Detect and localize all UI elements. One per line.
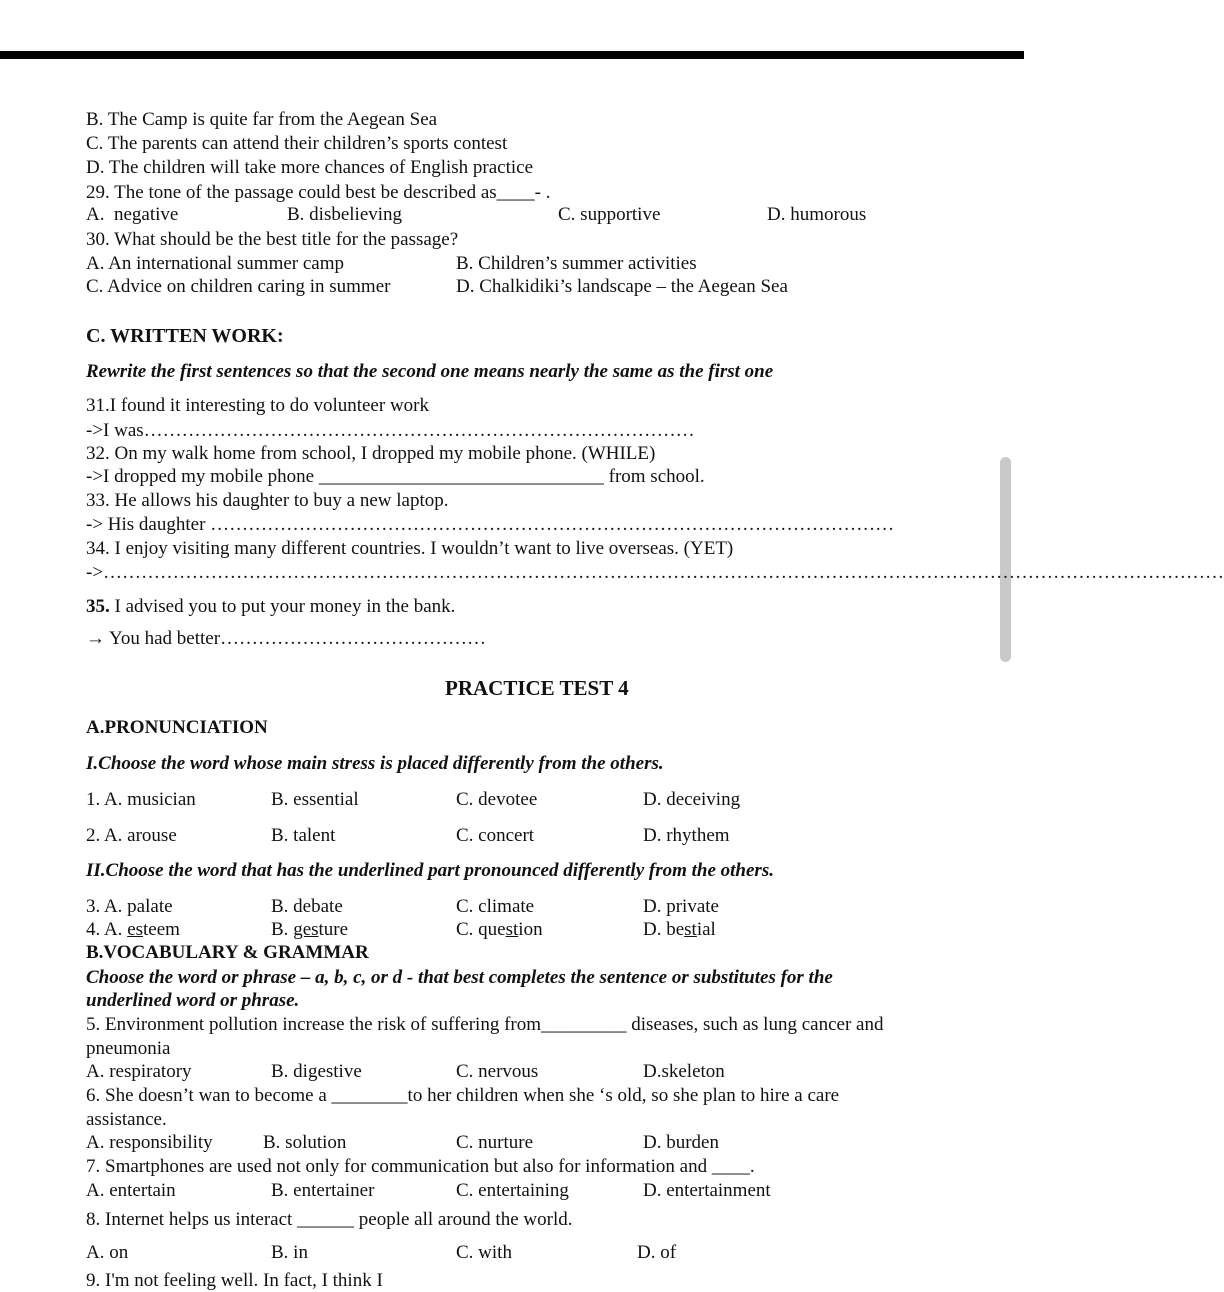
q6-option-a: A. responsibility [86,1132,213,1153]
q1-option-a: 1. A. musician [86,789,196,810]
q7-option-b: B. entertainer [271,1180,375,1201]
q3-option-c: C. climate [456,896,535,917]
q35-text: I advised you to put your money in the bank. [109,596,456,617]
q4-b-suffix: ture [318,919,349,940]
q30-option-d: D. Chalkidiki’s landscape – the Aegean Sea [456,276,788,297]
q7-stem: 7. Smartphones are used not only for communication but also for information and ____. [86,1156,755,1177]
q4-b-prefix: B. [271,919,294,940]
q7-option-c: C. entertaining [456,1180,569,1201]
q5-option-d: D.skeleton [643,1061,725,1082]
q8-option-b: B. in [271,1242,308,1263]
q1-option-d: D. deceiving [643,789,741,810]
q4-a-suffix: teem [143,919,180,940]
section-b-instruction-line2: underlined word or phrase. [86,990,300,1011]
q4-c-suffix: ion [518,919,543,940]
q7-option-a: A. entertain [86,1180,176,1201]
q4-option-a [86,919,180,941]
section-b-instruction-line1: Choose the word or phrase – a, b, c, or d - that best completes the sentence or substitutes for the [86,967,833,988]
q8-option-d: D. of [637,1242,677,1263]
q8-option-a: A. on [86,1242,129,1263]
q28-option-d: D. The children will take more chances of English practice [86,157,534,178]
viewer-top-bar [0,0,1024,52]
section-a-heading: A.PRONUNCIATION [86,717,268,738]
q5-stem-line1: 5. Environment pollution increase the risk of suffering from_________ diseases, such as lung cancer and [86,1014,884,1035]
part-i-instruction: I.Choose the word whose main stress is placed differently from the others. [86,753,664,774]
q28-option-c: C. The parents can attend their children’s sports contest [86,133,508,154]
q34-sentence: 34. I enjoy visiting many different countries. I wouldn’t want to live overseas. (YET) [86,538,734,559]
q32-sentence: 32. On my walk home from school, I dropped my mobile phone. (WHILE) [86,443,656,464]
practice-test-title: PRACTICE TEST 4 [445,676,629,700]
q6-option-c: C. nurture [456,1132,534,1153]
q33-answer-line: -> His daughter ……………………………………………………………………………………………… [86,514,895,535]
q8-option-c: C. with [456,1242,512,1263]
q3-option-d: D. private [643,896,719,917]
q4-option-b [271,919,348,941]
q4-option-c [456,919,543,941]
q2-option-a: 2. A. arouse [86,825,177,846]
q35-number: 35. [86,596,110,617]
q29-option-c: C. supportive [558,204,661,225]
q6-option-d: D. burden [643,1132,719,1153]
q29-option-d: D. humorous [767,204,867,225]
q4-option-d [643,919,716,941]
written-work-instruction: Rewrite the first sentences so that the second one means nearly the same as the first one [86,361,774,382]
q30-option-c: C. Advice on children caring in summer [86,276,391,297]
q30-stem: 30. What should be the best title for the passage? [86,229,459,250]
q4-b-underlined: ges [293,919,319,940]
q9-stem-partial: 9. I'm not feeling well. In fact, I think I [86,1270,383,1291]
q35-answer-line: → You had better…………………………………… [86,628,487,649]
q31-answer-line: ->I was…………………………………………………………………………… [86,420,695,441]
q4-c-underlined: st [505,919,519,940]
part-ii-instruction: II.Choose the word that has the underlined part pronounced differently from the others. [86,860,774,881]
section-b-heading: B.VOCABULARY & GRAMMAR [86,942,369,963]
q29-option-b: B. disbelieving [287,204,403,225]
q2-option-b: B. talent [271,825,336,846]
q6-stem-line2: assistance. [86,1109,167,1130]
q35-sentence [86,596,455,618]
q30-option-b: B. Children’s summer activities [456,253,697,274]
q7-option-d: D. entertainment [643,1180,771,1201]
q5-option-c: C. nervous [456,1061,539,1082]
q4-d-suffix: ial [696,919,716,940]
q4-a-prefix: 4. A. [86,919,128,940]
q31-sentence: 31.I found it interesting to do volunteer work [86,395,429,416]
scrollbar-thumb[interactable] [1000,457,1011,662]
q32-answer-line: ->I dropped my mobile phone ______________________________ from school. [86,466,705,487]
q29-stem: 29. The tone of the passage could best be described as____- . [86,182,551,203]
q2-option-c: C. concert [456,825,535,846]
q1-option-c: C. devotee [456,789,538,810]
page-top-rule [0,51,1024,59]
q4-c-prefix: C. que [456,919,506,940]
q1-option-b: B. essential [271,789,359,810]
q6-stem-line1: 6. She doesn’t wan to become a ________to her children when she ‘s old, so she plan to hire a care [86,1085,840,1106]
q30-option-a: A. An international summer camp [86,253,345,274]
q8-stem: 8. Internet helps us interact ______ people all around the world. [86,1209,573,1230]
q5-option-b: B. digestive [271,1061,362,1082]
q33-sentence: 33. He allows his daughter to buy a new laptop. [86,490,449,511]
q5-option-a: A. respiratory [86,1061,192,1082]
q28-option-b: B. The Camp is quite far from the Aegean Sea [86,109,438,130]
q2-option-d: D. rhythem [643,825,730,846]
q29-option-a: A. negative [86,204,179,225]
written-work-heading: C. WRITTEN WORK: [86,325,284,347]
q34-answer-line: ->…………………………………………………………………………………………………………………………………………………………… [86,562,1224,583]
q3-option-a: 3. A. palate [86,896,173,917]
q4-d-prefix: D. be [643,919,685,940]
q4-a-underlined: es [127,919,144,940]
q6-option-b: B. solution [263,1132,347,1153]
q3-option-b: B. debate [271,896,343,917]
q5-stem-line2: pneumonia [86,1038,171,1059]
q4-d-underlined: st [684,919,697,940]
